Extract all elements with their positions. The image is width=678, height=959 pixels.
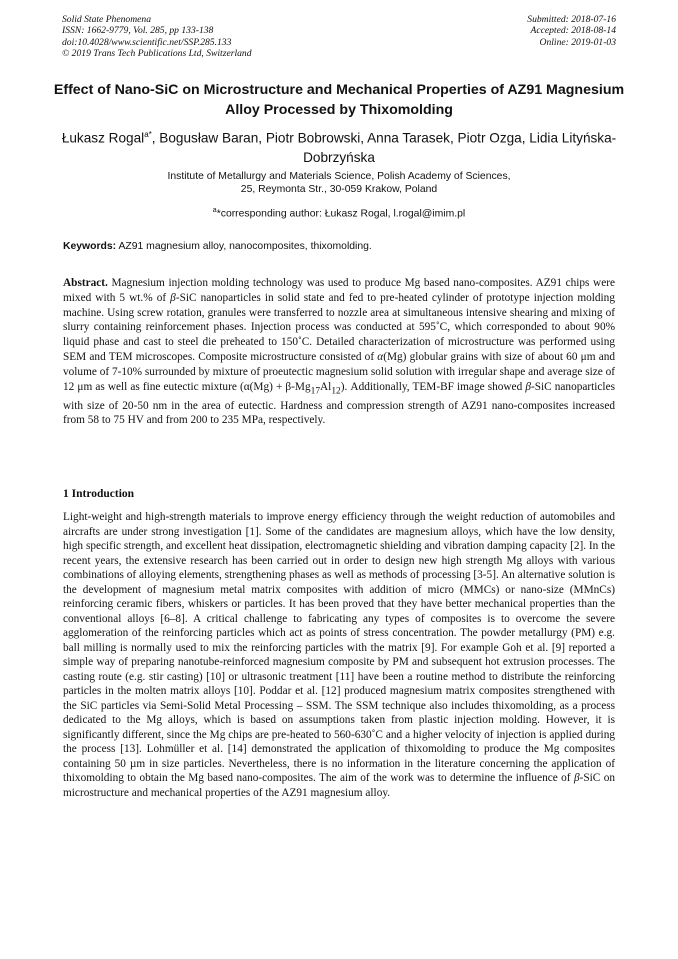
introduction-body	[63, 510, 615, 800]
abstract-text: -SiC nanoparticles with size of 20-50 nm in the area of eutectic. Hardness and compression strength of AZ91 nano-composites increased from 58 to 75 HV and from 200 to 235 MPa, respectively.	[63, 380, 615, 427]
paper-title: Effect of Nano-SiC on Microstructure and Mechanical Properties of AZ91 Magnesium Alloy Processed by Thixomolding	[53, 82, 625, 118]
accepted-date: Accepted: 2018-08-14	[530, 25, 616, 37]
journal-name: Solid State Phenomena	[62, 14, 151, 25]
beta-symbol: β	[525, 380, 531, 393]
abstract-text: Magnesium injection molding technology was used to produce Mg based nano-composites. AZ91 chips were mixed with 5 wt.% of	[63, 277, 615, 304]
other-authors: , Bogusław Baran, Piotr Bobrowski, Anna Tarasek, Piotr Ozga, Lidia Lityńska-Dobrzyńska	[151, 130, 617, 165]
intro-text: -SiC on microstructure and mechanical properties of the AZ91 magnesium alloy.	[63, 772, 615, 799]
corresponding-author	[60, 204, 618, 220]
affiliation	[60, 170, 618, 196]
doi-link[interactable]: doi:10.4028/www.scientific.net/SSP.285.133	[62, 36, 232, 48]
abstract	[63, 276, 615, 428]
keywords-label: Keywords:	[63, 241, 117, 252]
author-mark: a*	[144, 130, 152, 139]
keywords-text: AZ91 magnesium alloy, nanocomposites, thixomolding.	[116, 241, 372, 252]
issn: ISSN: 1662-9779, Vol. 285, pp 133-138	[62, 25, 214, 37]
abstract-text: (Mg) globular grains with size of about 60 μm and volume of 7-10% surrounded by mixture of proeutectic magnesium solid solution with irregular shape and average size of 12 μm as well as fine eutectic mixture (α(Mg) + β-Mg	[63, 350, 615, 393]
submitted-date: Submitted: 2018-07-16	[527, 14, 616, 25]
journal-info	[62, 14, 252, 59]
corresponding-text: *corresponding author: Łukasz Rogal, l.rogal@imim.pl	[216, 208, 466, 220]
abstract-text: -SiC nanoparticles in solid state and fed to pre-heated cylinder of prototype injection molding machine. Using screw rotation, granules were transferred to nozzle area at simultaneous intensive shearing and mixing of slurry containing reinforcement phases. Injection process was conducted at 595˚C, which corresponded to about 90% liquid phase and cast to steel die preheated to 150˚C. Detailed characterization of microstructure was performed using SEM and TEM microscopes. Composite microstructure consisted of	[63, 291, 615, 363]
subscript: 17	[310, 385, 321, 396]
intro-text: Light-weight and high-strength materials to improve energy efficiency through the weight reduction of automobiles and aircrafts are under strong investigation [1]. Some of the candidates are magnesium alloys, which have the low density, high specific strength, and excellent heat dissipation, electromagnetic shielding and vibration damping capacity [2]. In the recent years, the extensive research has been carried out in order to design new high strength Mg alloys with various combinations of alloying elements, strengthening phases as well as methods of processing [3-5]. An alternative solution is the development of magnesium metal matrix composites with addition of micro (MMCs) or nano-size (MMnCs) reinforcing ceramic fibers, whiskers or particles. It has been proved that they have better mechanical properties than the conventional alloys [6–8]. A critical challenge to fabricating any types of composites is to overcome the severe agglomeration of the reinforcing particles which act as points of stress concentration. The powder metallurgy (PM) e.g. ball milling is normally used to mix the reinforcing particles with the matrix [9]. For example Goh et al. [9] reported a simple way of preparing nanotube-reinforced magnesium composite by PM and subsequent hot extrusion processes. The casting route (e.g. stir casting) [10] or ultrasonic treatment [11] have been a routine method to distribute the reinforcing particles in the molten matrix alloys [10]. Poddar et al. [12] produced magnesium matrix composites strengthened with the SiC particles via Semi-Solid Metal Processing – SSM. The SSM technique also includes thixomolding, as a process dedicated to the Mg alloys, which is based on assumptions taken from plastic injection molding. However, it is significantly different, since the Mg chips are pre-heated to 560-630˚C and a higher velocity of injection is applied during the process [13]. Lohmüller et al. [14] demonstrated the application of thixomolding to produce the Mg composites containing 50 µm in size particles. Nevertheless, there is no information in the literature concerning the application of thixomolding to obtain the Mg based nano-composites. The aim of the work was to determine the influence of	[63, 511, 615, 784]
affiliation-line-1: Institute of Metallurgy and Materials Science, Polish Academy of Sciences,	[167, 171, 511, 182]
corresponding-mark: a	[212, 207, 217, 214]
beta-symbol: β	[573, 772, 580, 784]
online-date: Online: 2019-01-03	[539, 36, 616, 48]
affiliation-line-2: 25, Reymonta Str., 30-059 Krakow, Poland	[240, 184, 438, 196]
keywords	[63, 240, 615, 253]
alpha-symbol: α	[377, 350, 384, 363]
author-list	[40, 125, 638, 167]
copyright: © 2019 Trans Tech Publications Ltd, Switzerland	[62, 47, 252, 59]
beta-symbol: β	[170, 291, 176, 304]
first-author: Łukasz Rogal	[61, 130, 145, 146]
subscript: 12	[331, 385, 341, 396]
abstract-text: ). Additionally, TEM-BF image showed	[340, 380, 526, 393]
section-heading: 1 Introduction	[63, 488, 135, 500]
abstract-label: Abstract.	[63, 277, 108, 289]
abstract-text: Al	[320, 380, 332, 393]
publication-dates	[527, 14, 616, 48]
